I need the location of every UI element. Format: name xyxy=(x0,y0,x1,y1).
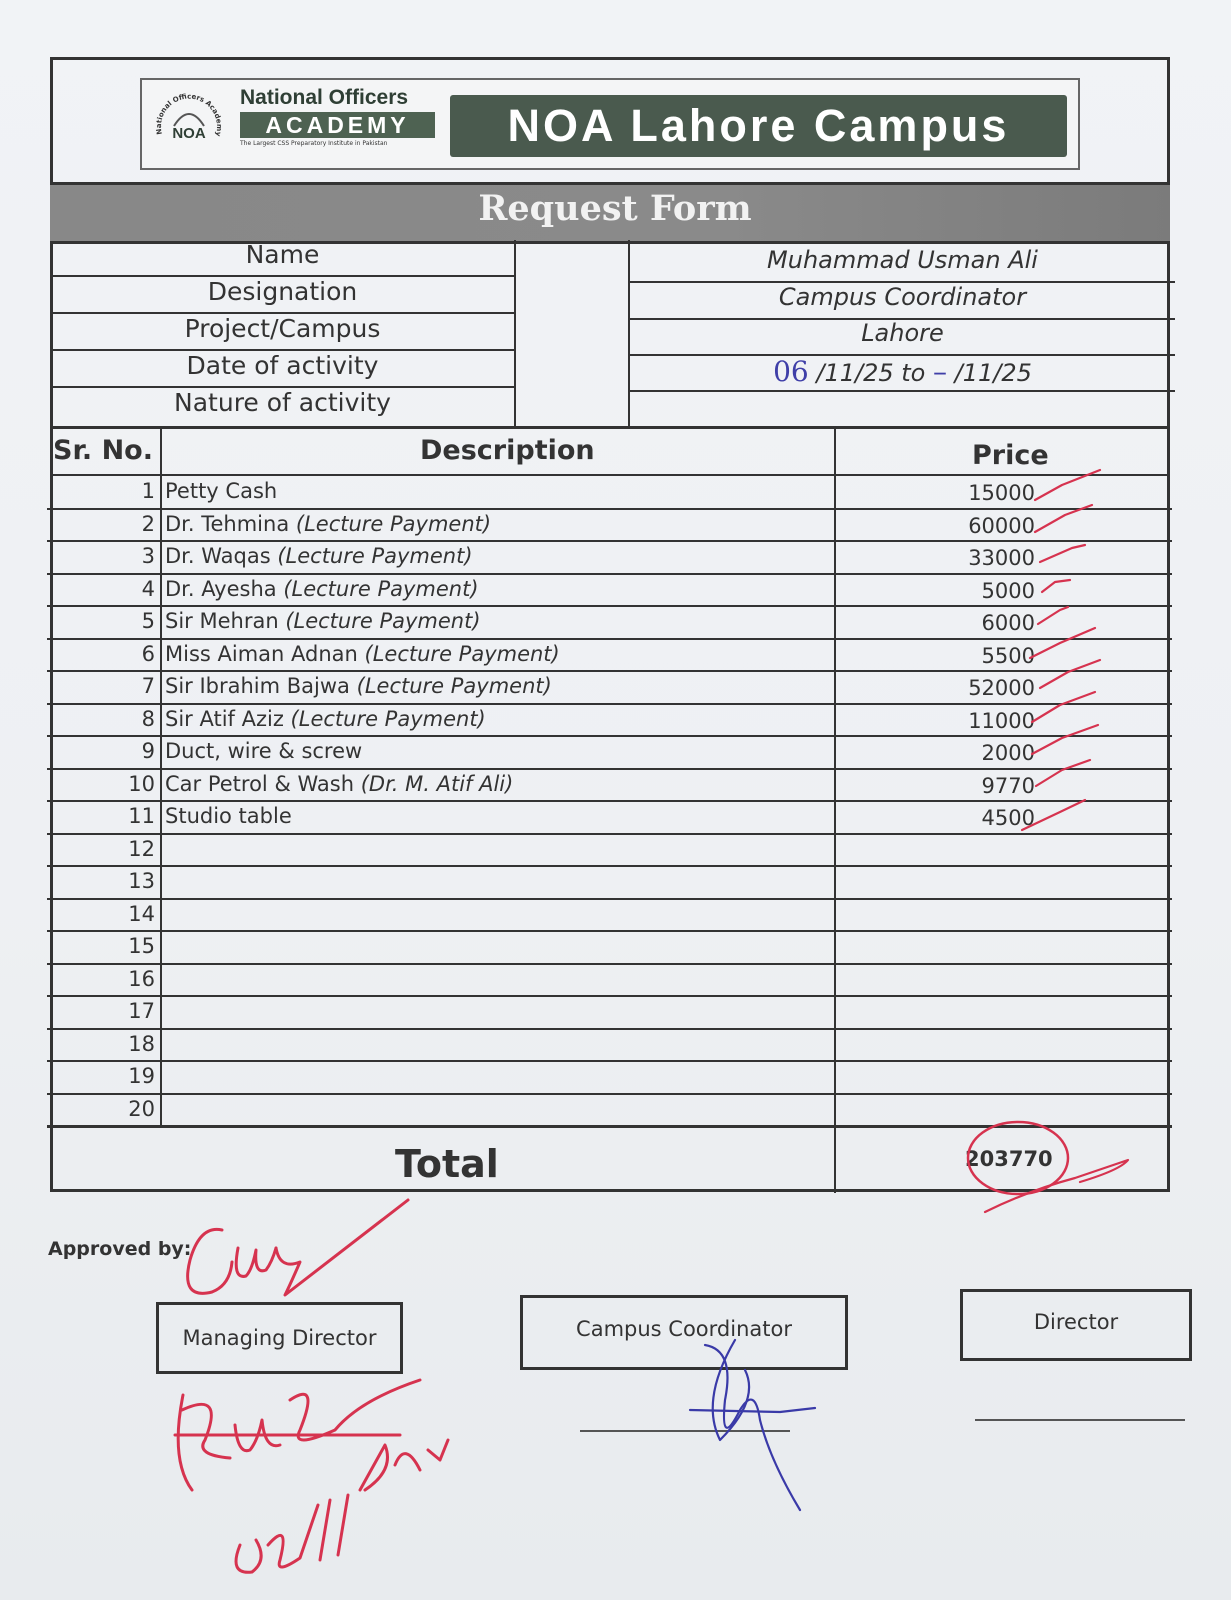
approved-by-label: Approved by: xyxy=(48,1238,192,1260)
row-description-note: (Dr. M. Atif Ali) xyxy=(360,771,514,796)
total-check-mark xyxy=(985,1160,1128,1212)
row-description-text: Petty Cash xyxy=(165,479,278,503)
row-price: 6000 xyxy=(981,611,1035,635)
row-sr-number: 12 xyxy=(128,836,155,861)
col-header-sr: Sr. No. xyxy=(53,435,153,466)
row-sr-number: 2 xyxy=(141,511,155,536)
row-description-note: (Lecture Payment) xyxy=(295,511,492,536)
info-label-project: Project/Campus xyxy=(50,314,515,351)
coordinator-signature xyxy=(690,1340,815,1510)
col-header-description: Description xyxy=(420,435,595,466)
total-label: Total xyxy=(395,1142,499,1186)
info-label-designation: Designation xyxy=(50,277,515,314)
row-sr-number: 6 xyxy=(141,641,155,666)
row-description-text: Sir Atif Aziz xyxy=(165,706,284,731)
col-header-price: Price xyxy=(972,440,1049,471)
row-price: 5500 xyxy=(981,643,1035,668)
info-label-date: Date of activity xyxy=(50,351,515,388)
managing-director-box: Managing Director xyxy=(156,1302,403,1374)
date-text-start: /11/25 to xyxy=(816,359,926,387)
form-title: Request Form xyxy=(478,188,752,229)
row-price: 52000 xyxy=(968,676,1035,700)
row-sr-number: 10 xyxy=(128,771,155,796)
row-price: 60000 xyxy=(968,513,1035,538)
row-description-note: (Lecture Payment) xyxy=(277,544,473,568)
logo-circle-text: National Officers Academy xyxy=(154,92,224,138)
row-sr-number: 15 xyxy=(128,934,155,958)
row-sr-number: 4 xyxy=(141,576,155,601)
row-sr-number: 8 xyxy=(141,706,155,731)
total-circle-mark xyxy=(968,1122,1068,1194)
approval-signature xyxy=(188,1200,408,1295)
date-text-end: /11/25 xyxy=(954,359,1032,387)
total-value: 203770 xyxy=(965,1147,1053,1171)
row-sr-number: 13 xyxy=(128,869,155,893)
price-tick-marks xyxy=(1022,470,1100,830)
row-price: 9770 xyxy=(981,773,1035,798)
row-price: 15000 xyxy=(968,481,1035,505)
row-description-text: Miss Aiman Adnan xyxy=(165,641,358,666)
row-sr-number: 3 xyxy=(141,544,155,568)
date-handwritten-start: 06 xyxy=(773,355,809,388)
campus-title-banner: NOA Lahore Campus xyxy=(450,95,1067,157)
row-description-text: Dr. Tehmina xyxy=(165,511,290,536)
campus-coordinator-box: Campus Coordinator xyxy=(520,1295,848,1370)
logo-emblem-text: NOA xyxy=(172,125,206,142)
info-value-project: Lahore xyxy=(630,319,1175,356)
logo-tagline: The Largest CSS Preparatory Institute in Pakistan xyxy=(240,140,388,147)
row-price: 33000 xyxy=(968,546,1035,570)
row-sr-number: 16 xyxy=(128,966,155,991)
row-sr-number: 1 xyxy=(141,479,155,503)
row-description-note: (Lecture Payment) xyxy=(364,641,560,666)
row-description-text: Dr. Waqas xyxy=(165,544,271,568)
director-box: Director xyxy=(960,1289,1192,1361)
row-sr-number: 17 xyxy=(128,999,155,1023)
info-value-designation: Campus Coordinator xyxy=(630,283,1175,320)
row-description-text: Sir Mehran xyxy=(165,609,279,633)
row-description-text: Studio table xyxy=(165,804,292,828)
info-label-nature: Nature of activity xyxy=(174,388,391,417)
row-description-note: (Lecture Payment) xyxy=(283,576,479,601)
date-handwritten-end: – xyxy=(933,355,947,388)
info-label-name: Name xyxy=(50,240,515,277)
row-description-text: Car Petrol & Wash xyxy=(165,771,355,796)
row-price: 5000 xyxy=(981,578,1035,603)
row-sr-number: 18 xyxy=(128,1031,155,1056)
row-description-note: (Lecture Payment) xyxy=(356,674,552,698)
logo-line2: ACADEMY xyxy=(240,112,435,138)
row-description-text: Dr. Ayesha xyxy=(165,576,277,601)
row-description-note: (Lecture Payment) xyxy=(285,609,481,633)
row-sr-number: 19 xyxy=(128,1064,155,1088)
row-sr-number: 9 xyxy=(141,739,155,763)
row-sr-number: 7 xyxy=(141,674,155,698)
row-sr-number: 11 xyxy=(128,804,155,828)
row-sr-number: 14 xyxy=(128,901,155,926)
row-price: 4500 xyxy=(981,806,1035,830)
info-value-name: Muhammad Usman Ali xyxy=(630,246,1175,283)
managing-director-signature xyxy=(175,1380,448,1572)
row-price: 2000 xyxy=(981,741,1035,765)
row-price: 11000 xyxy=(968,708,1035,733)
row-sr-number: 5 xyxy=(141,609,155,633)
logo-line1: National Officers xyxy=(240,86,409,109)
row-description-text: Duct, wire & screw xyxy=(165,739,363,763)
row-description-note: (Lecture Payment) xyxy=(290,706,486,731)
row-description-text: Sir Ibrahim Bajwa xyxy=(165,674,350,698)
row-sr-number: 20 xyxy=(128,1096,155,1121)
